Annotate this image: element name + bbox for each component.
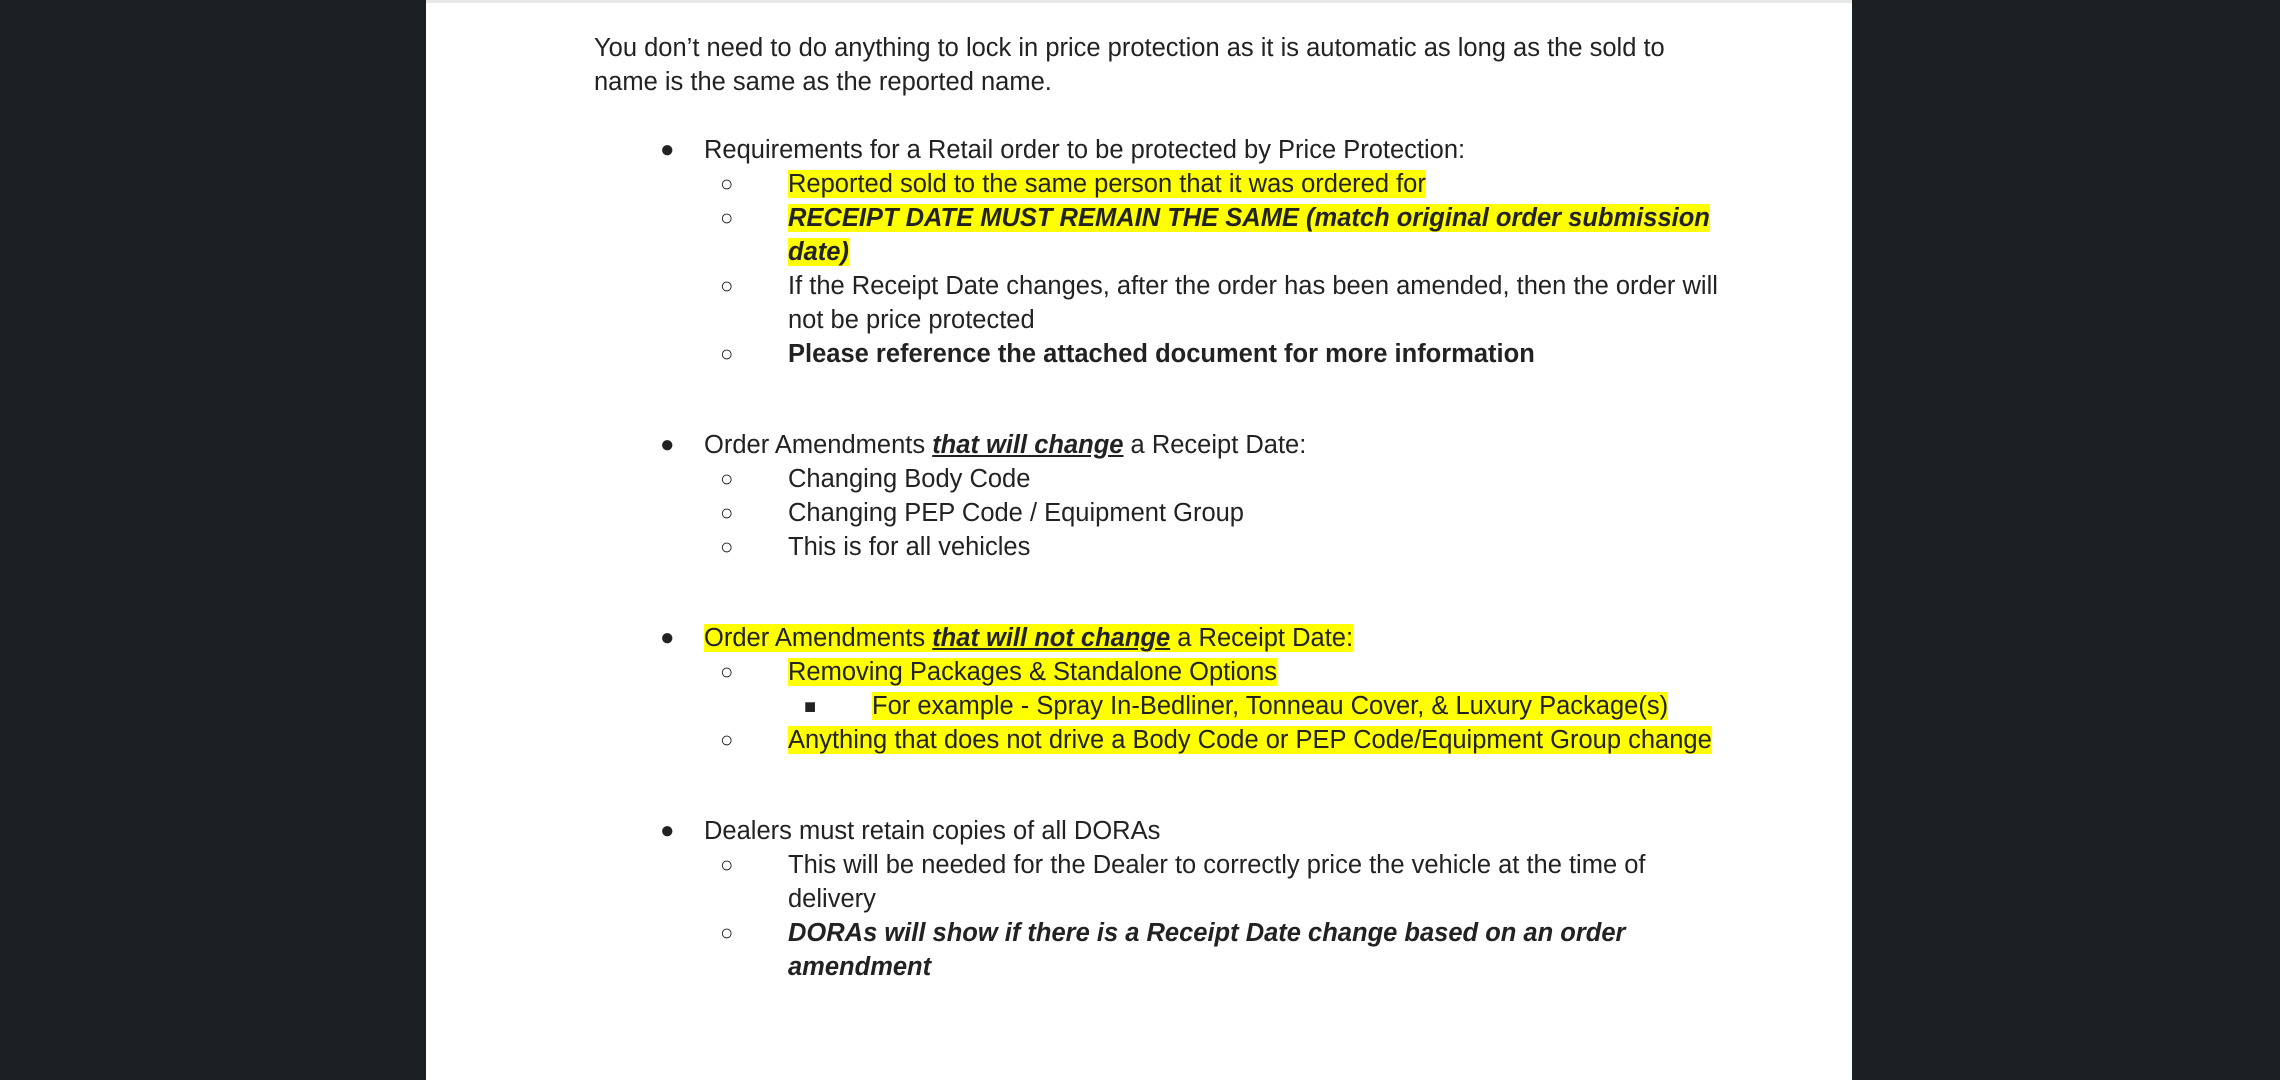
sub-list <box>678 848 1724 984</box>
circle-bullet-icon: ○ <box>720 852 734 877</box>
bullet-icon: ● <box>660 624 675 651</box>
list-item-requirements <box>594 133 1724 371</box>
sub-item-text: This will be needed for the Dealer to correctly price the vehicle at the time of delivery <box>788 851 1646 913</box>
sub-sub-list-item <box>762 689 1724 723</box>
list-item-will-change <box>594 428 1724 564</box>
label-emphasis: that will not change <box>932 624 1171 652</box>
sub-item-text: If the Receipt Date changes, after the order has been amended, then the order will not be price protected <box>788 272 1718 334</box>
sub-item-text: Please reference the attached document for more information <box>788 340 1535 368</box>
sub-sub-list <box>762 689 1724 723</box>
circle-bullet-icon: ○ <box>720 466 734 491</box>
sub-list-item <box>678 916 1724 984</box>
bullet-icon: ● <box>660 431 675 458</box>
label-prefix: Order Amendments <box>704 624 933 652</box>
circle-bullet-icon: ○ <box>720 273 734 298</box>
section-label <box>704 624 1353 652</box>
circle-bullet-icon: ○ <box>720 659 734 684</box>
section-label: Dealers must retain copies of all DORAs <box>704 817 1161 845</box>
sub-list <box>678 462 1724 564</box>
intro-paragraph: You don’t need to do anything to lock in price protection as it is automatic as long as the sold to name is the same as the reported name. <box>594 34 1665 96</box>
sub-list-item <box>678 530 1724 564</box>
sub-item-text: RECEIPT DATE MUST REMAIN THE SAME (match original order submission date) <box>788 204 1710 266</box>
sub-list-item <box>678 723 1724 757</box>
sub-list-item <box>678 167 1724 201</box>
sub-list-item <box>678 848 1724 916</box>
sub-item-text: Reported sold to the same person that it was ordered for <box>788 170 1426 198</box>
label-suffix: a Receipt Date: <box>1123 431 1307 459</box>
sub-list-item <box>678 201 1724 269</box>
label-prefix: Order Amendments <box>704 431 933 459</box>
circle-bullet-icon: ○ <box>720 171 734 196</box>
bullet-list <box>594 133 1724 984</box>
sub-item-text: Changing PEP Code / Equipment Group <box>788 499 1244 527</box>
bullet-icon: ● <box>660 136 675 163</box>
section-label: Requirements for a Retail order to be protected by Price Protection: <box>704 136 1466 164</box>
sub-item-text: Changing Body Code <box>788 465 1031 493</box>
circle-bullet-icon: ○ <box>720 500 734 525</box>
sub-item-text: DORAs will show if there is a Receipt Date change based on an order amendment <box>788 919 1626 981</box>
sub-item-text: This is for all vehicles <box>788 533 1031 561</box>
document-content <box>594 31 1724 984</box>
list-item-will-not-change <box>594 621 1724 757</box>
sub-item-text: Anything that does not drive a Body Code or PEP Code/Equipment Group change <box>788 726 1712 754</box>
sub-list-item <box>678 337 1724 371</box>
circle-bullet-icon: ○ <box>720 727 734 752</box>
list-item-dealers <box>594 814 1724 984</box>
sub-list <box>678 167 1724 371</box>
sub-list <box>678 655 1724 757</box>
sub-list-item <box>678 269 1724 337</box>
bullet-icon: ● <box>660 817 675 844</box>
circle-bullet-icon: ○ <box>720 205 734 230</box>
section-label <box>704 431 1306 459</box>
circle-bullet-icon: ○ <box>720 341 734 366</box>
circle-bullet-icon: ○ <box>720 920 734 945</box>
sub-item-text: Removing Packages & Standalone Options <box>788 658 1278 686</box>
sub-list-item <box>678 496 1724 530</box>
document-page <box>426 0 1852 1080</box>
label-suffix: a Receipt Date: <box>1170 624 1354 652</box>
square-bullet-icon: ■ <box>804 696 817 718</box>
sub-list-item <box>678 655 1724 723</box>
sub-sub-item-text: For example - Spray In-Bedliner, Tonneau Cover, & Luxury Package(s) <box>872 692 1669 720</box>
label-emphasis: that will change <box>932 431 1124 459</box>
circle-bullet-icon: ○ <box>720 534 734 559</box>
sub-list-item <box>678 462 1724 496</box>
